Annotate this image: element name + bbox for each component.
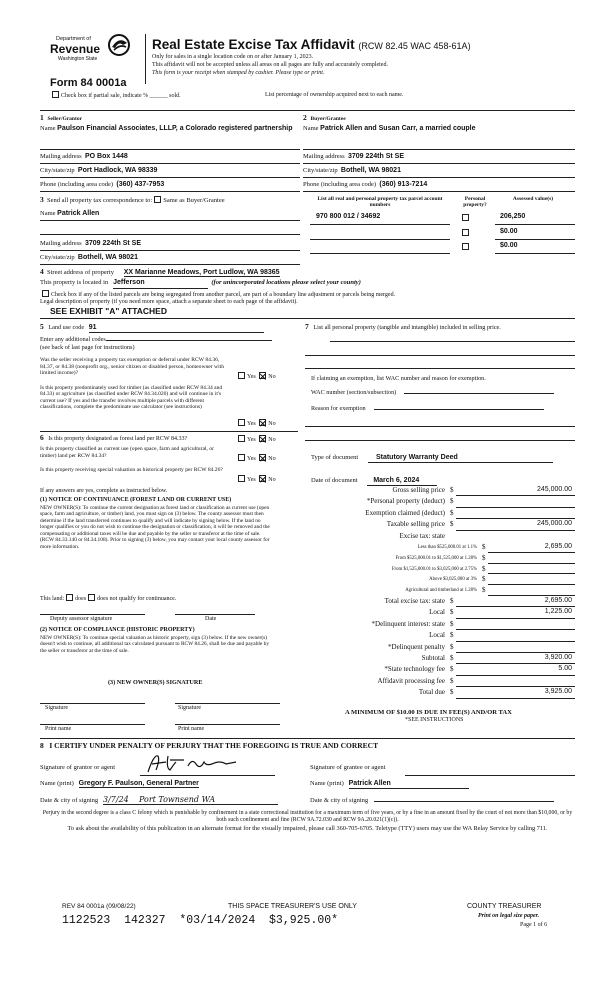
buyer-section: 2 Buyer/Grantee Name Patrick Allen and Susan Carr, a married couple — [303, 113, 476, 132]
tax-row-label: Local — [429, 631, 445, 640]
tax-row-value[interactable]: 245,000.00 — [536, 520, 572, 528]
exemption-question: Was the seller receiving a property tax exemption or deferral under RCW 84.36, 84.37, or 84.38 (nonprofit org., senior citizen or disabled person, homeowner with limited income)? — [40, 357, 224, 377]
currency-symbol: $ — [450, 486, 454, 494]
grantor-print-name[interactable]: Gregory F. Paulson, General Partner — [78, 780, 199, 787]
tax-row — [300, 677, 575, 688]
currency-symbol: $ — [482, 575, 486, 584]
tax-row — [300, 586, 575, 597]
legal-description[interactable]: SEE EXHIBIT "A" ATTACHED — [50, 305, 167, 316]
personal-property-checkbox[interactable] — [462, 243, 469, 250]
property-section: 4 Street address of property XX Marianne Meadows, Port Ludlow, WA 98365 This property is located in Jefferson (for unincorporated locations please select your county) Check box if any of the listed parcels are being segregated from another parcel, are part of a boundary line adjustment or parcels being merged. Legal description of property (if you need more space, attach a separate sheet to each page of the affidavit). SEE EXHIBIT "A" ATTACHED — [40, 268, 575, 316]
buyer-name[interactable]: Patrick Allen and Susan Carr, a married couple — [320, 124, 476, 132]
tax-row — [300, 608, 575, 619]
tax-row-value[interactable]: 5.00 — [558, 665, 572, 673]
grantor-signature[interactable] — [140, 750, 270, 776]
segregated-checkbox[interactable] — [42, 290, 49, 297]
tax-row-label: Local — [429, 608, 445, 617]
currency-symbol: $ — [482, 564, 486, 573]
currency-symbol: $ — [450, 597, 454, 605]
tax-row-label: *Delinquent penalty — [388, 642, 445, 651]
tax-row-label: Total due — [418, 688, 445, 697]
tax-row — [300, 688, 575, 699]
tax-row — [300, 565, 575, 576]
tax-row-value[interactable]: 1,225.00 — [544, 608, 572, 616]
tax-row-label: *Delinquent interest: state — [371, 619, 445, 628]
document-type[interactable]: Statutory Warranty Deed — [368, 454, 553, 463]
tax-row — [300, 497, 575, 508]
tax-row-value[interactable]: 2,695.00 — [544, 543, 572, 550]
currency-symbol: $ — [482, 553, 486, 562]
currency-symbol: $ — [450, 497, 454, 506]
compliance-notice: NEW OWNER(S): To continue special valuation as historic property, sign (3) below. If the new owner(s) doesn't wish to continue, all additional tax calculated pursuant to RCW 84.26, shall be due and payable by the seller or transferor at the time of sale. — [40, 635, 270, 654]
currency-symbol: $ — [450, 508, 454, 517]
dor-logo-icon — [108, 34, 130, 56]
tax-row-label: *State technology fee — [384, 665, 445, 674]
buyer-phone[interactable]: (360) 913-7214 — [379, 181, 428, 188]
buyer-mailing[interactable]: 3709 224th St SE — [347, 153, 404, 160]
correspondence-mailing[interactable]: 3709 224th St SE — [84, 240, 141, 247]
tax-row — [300, 631, 575, 642]
tax-row-label: Agricultural and timberland at 1.28% — [405, 588, 477, 594]
personal-property-checkbox[interactable] — [462, 214, 469, 221]
tax-row-value[interactable]: 245,000.00 — [536, 486, 572, 493]
parcels-header: List all real and personal property tax parcel account numbers — [317, 196, 443, 209]
certify-heading: 8 I CERTIFY UNDER PENALTY OF PERJURY THAT THE FOREGOING IS TRUE AND CORRECT — [40, 741, 379, 750]
tax-row — [300, 509, 575, 520]
tax-row — [300, 620, 575, 631]
forest-section: 6 Is this property designated as forest land per RCW 84.33? — [40, 433, 188, 442]
parcel-row: $0.00 — [310, 242, 575, 254]
currency-symbol: $ — [482, 543, 486, 551]
currency-symbol: $ — [450, 676, 454, 685]
grantee-print-name[interactable]: Patrick Allen — [349, 780, 469, 789]
property-address[interactable]: XX Marianne Meadows, Port Ludlow, WA 98365 — [123, 269, 280, 276]
tax-correspondence-section: 3 Send all property tax correspondence to: Same as Buyer/Grantee — [40, 195, 225, 204]
continuance-notice: NEW OWNER(S): To continue the current designation as forest land or classification as current use (open space, farm and agriculture, or timber) land, you must sign on (3) below. The county assessor must then determine if the land transferred continues to qualify and will indicate by signing below. If the land no longer qualifies or you do not wish to continue the designation or classification, it will be removed and the compensating or additional taxes will be due and payable by the seller or transferor at the time of sale. (RCW 84.33.140 or 84.34.108). Prior to signing (3) below, you may contact your local county assessor for more information. — [40, 505, 270, 550]
tax-row-label: Less than $525,000.01 at 1.1% — [417, 545, 477, 550]
tax-row-label: Subtotal — [421, 654, 445, 662]
tax-row-label: From $525,000.01 to $1,525,000 at 1.28% — [395, 555, 477, 561]
tax-row-label: Total excise tax: state — [384, 597, 445, 605]
seller-section: 1 Seller/Grantor Name Paulson Financial Associates, LLLP, a Colorado registered partnership — [40, 113, 293, 132]
tax-row-value[interactable]: 2,695.00 — [544, 597, 572, 604]
currency-symbol: $ — [450, 520, 454, 529]
currency-symbol: $ — [450, 642, 454, 651]
tax-row — [300, 554, 575, 565]
dor-logo: Department of Revenue Washington State — [50, 34, 140, 72]
tax-row-label: Exemption claimed (deduct) — [365, 508, 445, 517]
seller-mailing[interactable]: PO Box 1448 — [84, 153, 128, 160]
seller-name[interactable]: Paulson Financial Associates, LLLP, a Colorado registered partnership — [57, 124, 293, 132]
property-county[interactable]: Jefferson — [113, 279, 208, 288]
minimum-due-note: A MINIMUM OF $10.00 IS DUE IN FEE(S) AND/OR TAX — [345, 709, 512, 716]
tax-row — [300, 543, 575, 554]
currency-symbol: $ — [450, 608, 454, 617]
currency-symbol: $ — [450, 654, 454, 662]
tax-row-label: Excise tax: state — [399, 531, 445, 540]
partial-sale-check[interactable]: Check box if partial sale, indicate % ______ sold. — [50, 91, 181, 100]
correspondence-city[interactable]: Bothell, WA 98021 — [77, 254, 138, 261]
tax-row — [300, 597, 575, 608]
tax-row — [300, 486, 575, 497]
tax-row-label: Above $3,025,000 at 3% — [429, 577, 477, 583]
tax-row — [300, 643, 575, 654]
correspondence-name[interactable]: Patrick Allen — [57, 210, 100, 217]
tax-row — [300, 532, 575, 543]
tax-row — [300, 520, 575, 531]
no-checked-box[interactable] — [259, 419, 266, 426]
document-date[interactable]: March 6, 2024 — [367, 477, 437, 486]
currency-symbol: $ — [482, 586, 486, 595]
timber-question: Is this property predominately used for timber (as classified under RCW 84.34 and 84.33) or agriculture (as classified under RCW 84.34.020) and will continue in it's current use? If yes and the transfer involves multiple parcels with different classifications, complete the predominate use calculator (see instructions) — [40, 385, 223, 411]
seller-city[interactable]: Port Hadlock, WA 98339 — [77, 167, 158, 174]
ownership-note: List percentage of ownership acquired next to each name. — [265, 92, 404, 98]
currency-symbol: $ — [450, 631, 454, 640]
currency-symbol: $ — [450, 688, 454, 697]
tax-row-value[interactable]: 3,920.00 — [544, 654, 572, 661]
parcel-row: $0.00 — [310, 228, 575, 240]
tax-row-label: From $1,525,000.01 to $3,025,000 at 2.75% — [391, 566, 477, 572]
tax-row-label: Affidavit processing fee — [377, 676, 445, 685]
parcel-row: 970 800 012 / 34692 206,250 — [316, 213, 526, 220]
land-use-code[interactable]: 91 — [89, 324, 264, 333]
currency-symbol: $ — [450, 619, 454, 628]
tax-row — [300, 575, 575, 586]
buyer-city[interactable]: Bothell, WA 98021 — [340, 167, 401, 174]
seller-phone[interactable]: (360) 437-7953 — [116, 181, 165, 188]
checkbox[interactable] — [52, 91, 59, 98]
personal-property-section: 7 List all personal property (tangible and intangible) included in selling price. — [305, 322, 501, 331]
form-revision: REV 84 0001a (09/08/22) — [62, 903, 136, 910]
grantor-date-city[interactable]: 3/7/24 Port Townsend WA — [103, 795, 278, 805]
tax-row-label: Gross selling price — [392, 486, 445, 494]
tax-row — [300, 665, 575, 676]
header-notes: Only for sales in a single location code on or after January 1, 2023. This affidavit will not be accepted unless all areas on all pages are fully and accurately completed. This form is your receipt when stamped by cashier. Please type or print. — [152, 54, 388, 76]
land-use-section: 5 Land use code 91 Enter any additional codes (see back of last page for instructions) — [40, 323, 298, 351]
perjury-notice: Perjury in the second degree is a class C felony which is punishable by confinement in a state correctional institution for a maximum term of five years, or by a fine in an amount fixed by the court of not more than $10,000, or by both such confinement and fine (RCW 9A.72.030 and RCW 9A.20.021(1)(c)). To ask about the availability of this publication in an alternate format for the visually impaired, please call 360-705-6705. Teletype (TTY) users may use the WA Relay Service by calling 711. — [42, 810, 573, 833]
tax-row — [300, 654, 575, 665]
form-number: Form 84 0001a — [50, 77, 127, 89]
no-checked-box[interactable] — [259, 372, 266, 379]
tax-row-value[interactable]: 3,925.00 — [544, 688, 572, 696]
tax-row-label: *Personal property (deduct) — [366, 497, 445, 506]
currency-symbol: $ — [450, 665, 454, 674]
page-title: Real Estate Excise Tax Affidavit (RCW 82.45 WAC 458-61A) — [152, 37, 471, 52]
same-as-buyer-checkbox[interactable] — [154, 196, 161, 203]
treasurer-stamp: 1122523 142327 *03/14/2024 $3,925.00* — [62, 914, 339, 927]
tax-row-label: Taxable selling price — [386, 520, 445, 529]
personal-property-checkbox[interactable] — [462, 229, 469, 236]
